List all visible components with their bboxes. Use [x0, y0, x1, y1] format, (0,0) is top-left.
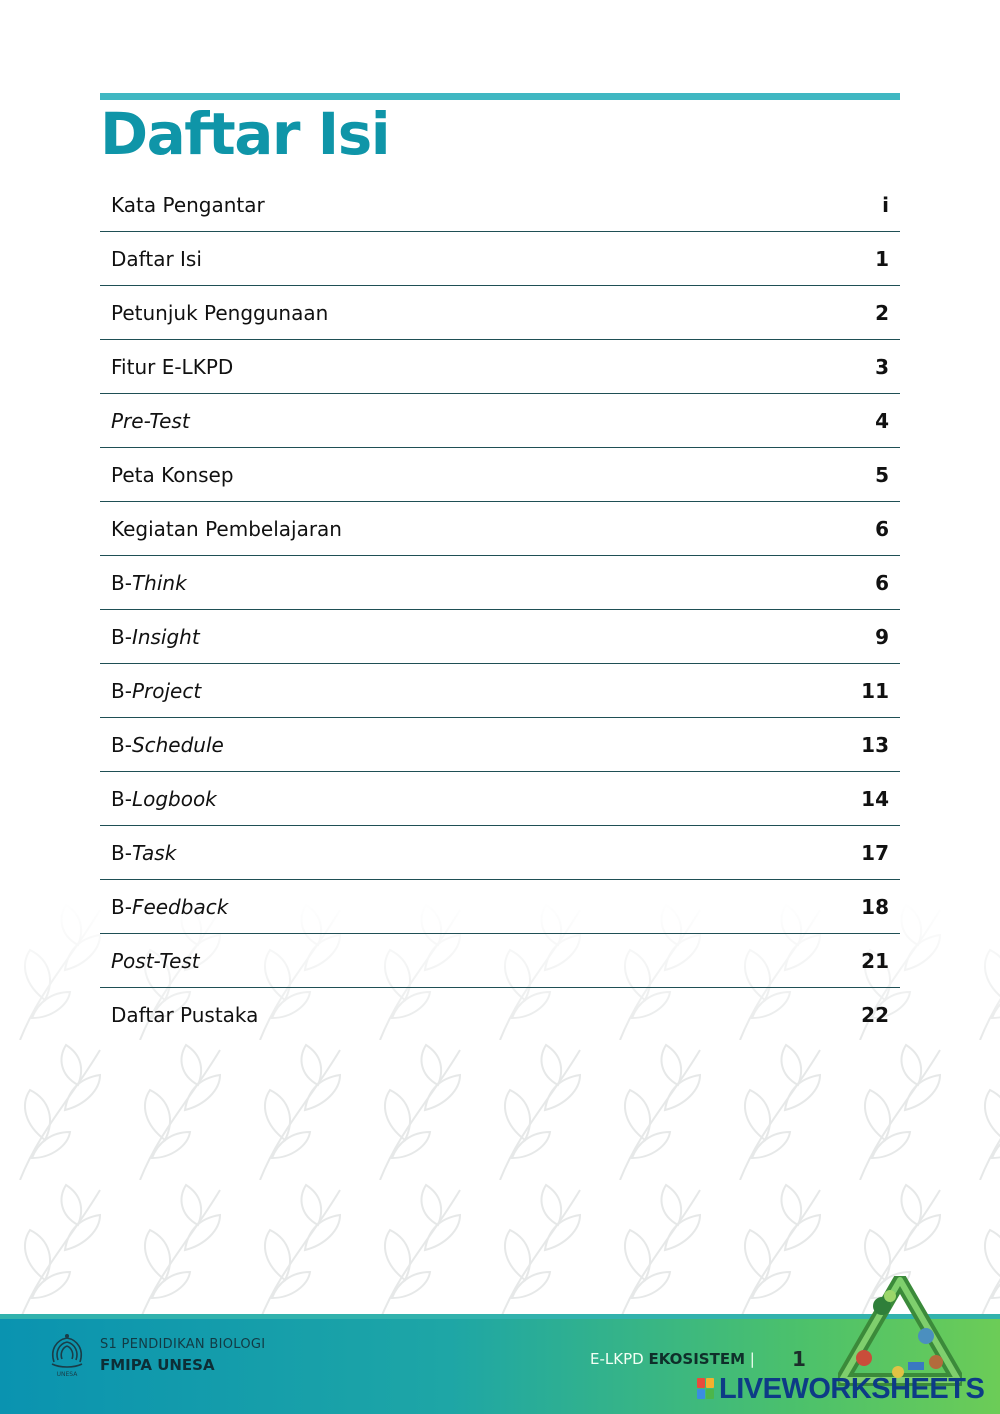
toc-row[interactable]: [100, 718, 900, 772]
table-of-contents: [100, 178, 900, 1042]
toc-entry-label: [111, 787, 217, 811]
toc-row[interactable]: [100, 988, 900, 1042]
toc-entry-prefix: B-: [111, 894, 132, 919]
toc-entry-italic: Logbook: [131, 786, 217, 811]
toc-entry-label: [111, 625, 200, 649]
toc-entry-prefix: B-: [111, 732, 132, 757]
toc-entry-italic: Schedule: [131, 732, 224, 757]
toc-entry-italic: Pre-Test: [111, 408, 190, 433]
toc-entry-page: 5: [875, 462, 889, 487]
toc-entry-page: 18: [861, 894, 889, 919]
liveworksheets-logo-icon: [697, 1378, 715, 1400]
toc-row[interactable]: [100, 934, 900, 988]
toc-entry-page: 1: [875, 246, 889, 271]
toc-entry-label: [111, 949, 200, 973]
toc-entry-page: 13: [861, 732, 889, 757]
unesa-logo-icon: [44, 1330, 90, 1378]
toc-entry-page: 17: [861, 840, 889, 865]
toc-entry-page: 14: [861, 786, 889, 811]
toc-entry-italic: Task: [131, 840, 177, 865]
toc-entry-prefix: B-: [111, 624, 132, 649]
toc-entry-label: Kegiatan Pembelajaran: [111, 516, 342, 541]
toc-entry-label: Daftar Pustaka: [111, 1003, 259, 1027]
institution-faculty: FMIPA UNESA: [100, 1356, 215, 1374]
toc-entry-label: Peta Konsep: [111, 462, 234, 487]
toc-entry-page: 3: [875, 354, 889, 379]
toc-entry-page: 4: [875, 408, 889, 433]
toc-entry-page: 9: [875, 624, 889, 649]
toc-entry-prefix: B-: [111, 840, 132, 865]
toc-row[interactable]: [100, 502, 900, 556]
toc-row[interactable]: [100, 448, 900, 502]
toc-row[interactable]: [100, 232, 900, 286]
document-prefix: E-LKPD: [590, 1350, 644, 1368]
toc-entry-label: Kata Pengantar: [111, 192, 265, 217]
toc-row[interactable]: [100, 826, 900, 880]
toc-row[interactable]: [100, 664, 900, 718]
toc-row[interactable]: [100, 286, 900, 340]
toc-entry-page: 6: [875, 516, 889, 541]
watermark-text: LIVEWORKSHEETS: [719, 1373, 985, 1405]
toc-entry-italic: Insight: [131, 624, 200, 649]
toc-entry-page: 21: [861, 948, 889, 973]
toc-entry-label: Petunjuk Penggunaan: [111, 300, 329, 325]
svg-text:UNESA: UNESA: [56, 1371, 78, 1378]
toc-entry-label: Daftar Isi: [111, 246, 202, 271]
toc-entry-label: [111, 895, 228, 919]
page-title: Daftar Isi: [100, 100, 390, 168]
page-number: 1: [792, 1347, 806, 1371]
toc-entry-label: Fitur E-LKPD: [111, 354, 234, 379]
toc-entry-page: 11: [861, 678, 889, 703]
toc-entry-label: [111, 679, 201, 703]
document-name: EKOSISTEM: [648, 1350, 746, 1368]
toc-entry-italic: Post-Test: [111, 948, 200, 973]
toc-row[interactable]: [100, 340, 900, 394]
toc-row[interactable]: [100, 556, 900, 610]
toc-entry-page: i: [882, 192, 889, 217]
toc-entry-prefix: B-: [111, 786, 132, 811]
toc-entry-prefix: B-: [111, 570, 132, 595]
toc-entry-italic: Think: [131, 570, 187, 595]
toc-entry-label: [111, 571, 187, 595]
toc-row[interactable]: [100, 610, 900, 664]
document-label: [590, 1350, 755, 1368]
toc-row[interactable]: [100, 880, 900, 934]
toc-entry-page: 22: [861, 1003, 889, 1027]
toc-row[interactable]: [100, 772, 900, 826]
liveworksheets-watermark: [697, 1374, 984, 1404]
toc-entry-page: 6: [875, 570, 889, 595]
toc-entry-label: [111, 733, 224, 757]
toc-entry-prefix: B-: [111, 678, 132, 703]
toc-row[interactable]: [100, 394, 900, 448]
toc-entry-italic: Project: [131, 678, 202, 703]
toc-entry-italic: Feedback: [131, 894, 229, 919]
toc-entry-label: [111, 841, 176, 865]
toc-entry-label: [111, 409, 190, 433]
toc-row[interactable]: [100, 178, 900, 232]
ecosystem-illustration-icon: [838, 1276, 962, 1386]
separator: |: [749, 1350, 755, 1368]
institution-program: S1 PENDIDIKAN BIOLOGI: [100, 1337, 266, 1352]
toc-entry-page: 2: [875, 300, 889, 325]
